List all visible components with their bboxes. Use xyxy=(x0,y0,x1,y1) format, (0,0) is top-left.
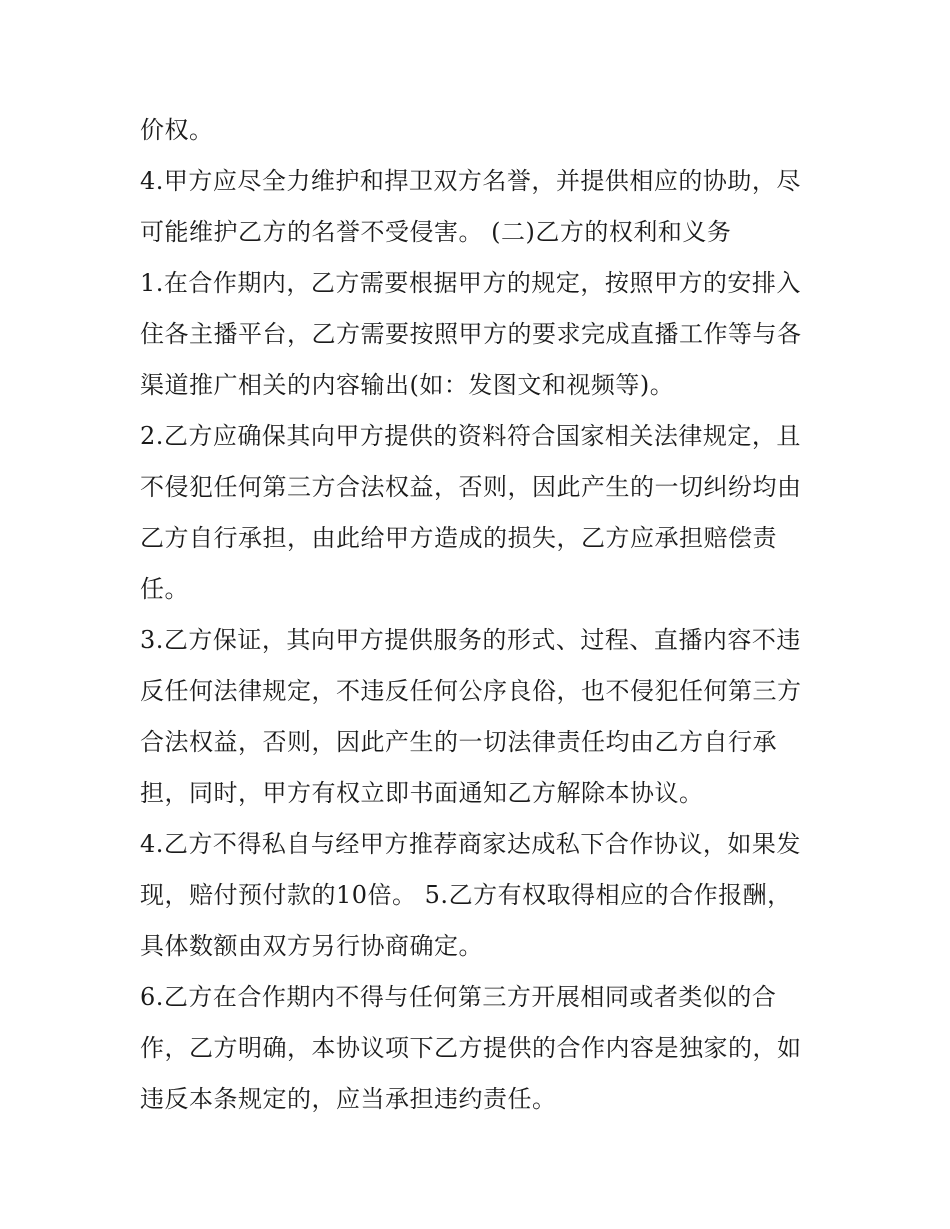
text-line: 2.乙方应确保其向甲方提供的资料符合国家相关法律规定，且 xyxy=(140,422,801,450)
text-line: 3.乙方保证，其向甲方提供服务的形式、过程、直播内容不违 xyxy=(140,626,801,654)
text-line: 反任何法律规定，不违反任何公序良俗，也不侵犯任何第三方 xyxy=(140,677,802,705)
text-line: 4.甲方应尽全力维护和捍卫双方名誉，并提供相应的协助，尽 xyxy=(140,167,801,195)
text-line: 4.乙方不得私自与经甲方推荐商家达成私下合作协议，如果发 xyxy=(140,830,801,858)
text-line: 6.乙方在合作期内不得与任何第三方开展相同或者类似的合 xyxy=(140,983,777,1011)
text-line: 价权。 xyxy=(140,116,214,144)
text-line: 乙方自行承担，由此给甲方造成的损失，乙方应承担赔偿责 xyxy=(140,524,777,552)
text-line: 不侵犯任何第三方合法权益，否则，因此产生的一切纠纷均由 xyxy=(140,473,802,501)
text-line: 合法权益，否则，因此产生的一切法律责任均由乙方自行承 xyxy=(140,728,777,756)
text-line: 住各主播平台，乙方需要按照甲方的要求完成直播工作等与各 xyxy=(140,320,802,348)
text-line: 违反本条规定的，应当承担违约责任。 xyxy=(140,1085,557,1113)
text-line: 作，乙方明确，本协议项下乙方提供的合作内容是独家的，如 xyxy=(140,1034,802,1062)
text-line: 担，同时，甲方有权立即书面通知乙方解除本协议。 xyxy=(140,779,704,807)
text-line: 渠道推广相关的内容输出(如：发图文和视频等)。 xyxy=(140,371,675,399)
text-line: 具体数额由双方另行协商确定。 xyxy=(140,932,483,960)
text-line: 现，赔付预付款的10倍。 5.乙方有权取得相应的合作报酬， xyxy=(140,881,792,909)
text-line: 任。 xyxy=(140,575,189,603)
text-line: 1.在合作期内，乙方需要根据甲方的规定，按照甲方的安排入 xyxy=(140,269,801,297)
text-line: 可能维护乙方的名誉不受侵害。 (二)乙方的权利和义务 xyxy=(140,218,732,246)
